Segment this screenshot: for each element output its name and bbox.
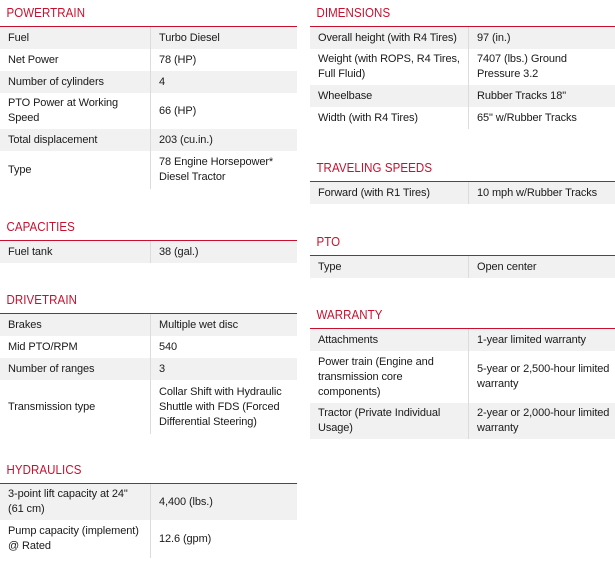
spec-label: Width (with R4 Tires)	[310, 107, 469, 129]
spec-label: Total displacement	[0, 129, 151, 151]
table-row	[0, 336, 297, 358]
spec-value: Multiple wet disc	[151, 314, 298, 336]
spec-value: 4	[151, 71, 298, 93]
spec-value: Turbo Diesel	[151, 27, 298, 49]
table-row	[310, 85, 615, 107]
spec-label: PTO Power at Working Speed	[0, 93, 151, 129]
traveling-speeds-title: TRAVELING SPEEDS	[316, 161, 433, 175]
spec-label: Pump capacity (implement) @ Rated	[0, 520, 151, 558]
spec-value: 10 mph w/Rubber Tracks	[469, 182, 615, 204]
spec-value: 3	[151, 358, 298, 380]
spec-value: 97 (in.)	[469, 27, 615, 49]
spec-value: 38 (gal.)	[151, 241, 298, 263]
powertrain-section	[0, 6, 297, 189]
table-row	[0, 151, 297, 189]
dimensions-title: DIMENSIONS	[316, 6, 391, 20]
spec-value: 5-year or 2,500-hour limited warranty	[477, 363, 610, 390]
powertrain-table	[0, 27, 297, 189]
spec-label: Net Power	[0, 49, 151, 71]
spec-label: Transmission type	[0, 380, 151, 434]
spec-label: Tractor (Private Individual Usage)	[310, 403, 469, 439]
spec-label: Number of ranges	[0, 358, 151, 380]
table-row	[0, 49, 297, 71]
traveling-speeds-section	[310, 161, 615, 204]
table-row	[310, 403, 615, 439]
pto-section	[310, 235, 615, 278]
table-row	[310, 351, 615, 403]
spec-value: 540	[159, 340, 178, 353]
spec-value: Open center	[469, 256, 615, 278]
table-row	[0, 241, 297, 263]
powertrain-title: POWERTRAIN	[6, 6, 86, 20]
dimensions-section	[310, 6, 615, 129]
hydraulics-section	[0, 463, 297, 558]
spec-value: 2-year or 2,000-hour limited warranty	[469, 403, 615, 439]
spec-value: 7407 (lbs.) Ground Pressure 3.2	[477, 53, 567, 80]
drivetrain-title: DRIVETRAIN	[6, 293, 78, 307]
table-row	[0, 314, 297, 336]
spec-label: Type	[310, 256, 469, 278]
spec-value: Collar Shift with Hydraulic Shuttle with FDS (Forced Differential Steering)	[159, 385, 282, 428]
spec-value: 66 (HP)	[159, 104, 197, 117]
spec-label: Brakes	[0, 314, 151, 336]
spec-value: Rubber Tracks 18"	[469, 85, 615, 107]
spec-value: 4,400 (lbs.)	[151, 484, 298, 520]
traveling-speeds-table	[310, 182, 615, 204]
spec-label: Attachments	[310, 329, 469, 351]
table-row	[0, 484, 297, 520]
table-row	[310, 107, 615, 129]
table-row	[310, 256, 615, 278]
table-row	[0, 129, 297, 151]
table-row	[0, 380, 297, 434]
table-row	[0, 93, 297, 129]
hydraulics-table	[0, 484, 297, 558]
spec-label: Type	[0, 151, 151, 189]
spec-label: Fuel	[0, 27, 151, 49]
spec-value: 78 (HP)	[159, 53, 197, 66]
warranty-title: WARRANTY	[316, 308, 383, 322]
capacities-title: CAPACITIES	[6, 220, 75, 234]
drivetrain-table	[0, 314, 297, 434]
table-row	[0, 358, 297, 380]
spec-label: Wheelbase	[310, 85, 469, 107]
spec-label: 3-point lift capacity at 24" (61 cm)	[0, 484, 151, 520]
spec-value: 203 (cu.in.)	[151, 129, 298, 151]
hydraulics-title: HYDRAULICS	[6, 463, 82, 477]
table-row	[310, 27, 615, 49]
spec-value: 1-year limited warranty	[469, 329, 615, 351]
spec-value: 12.6 (gpm)	[159, 532, 212, 545]
spec-label: Forward (with R1 Tires)	[310, 182, 469, 204]
table-row	[0, 27, 297, 49]
capacities-table	[0, 241, 297, 263]
table-row	[310, 182, 615, 204]
spec-value: 65" w/Rubber Tracks	[477, 111, 577, 124]
pto-table	[310, 256, 615, 278]
spec-label: Overall height (with R4 Tires)	[310, 27, 469, 49]
capacities-section	[0, 220, 297, 263]
pto-title: PTO	[316, 235, 341, 249]
spec-label: Mid PTO/RPM	[0, 336, 151, 358]
spec-label: Fuel tank	[0, 241, 151, 263]
warranty-section	[310, 308, 615, 439]
warranty-table	[310, 329, 615, 439]
table-row	[310, 329, 615, 351]
spec-label: Weight (with ROPS, R4 Tires, Full Fluid)	[310, 49, 469, 85]
table-row	[310, 49, 615, 85]
spec-label: Power train (Engine and transmission core components)	[310, 351, 469, 403]
spec-value: 78 Engine Horsepower* Diesel Tractor	[159, 156, 274, 183]
table-row	[0, 520, 297, 558]
dimensions-table	[310, 27, 615, 129]
spec-label: Number of cylinders	[0, 71, 151, 93]
table-row	[0, 71, 297, 93]
drivetrain-section	[0, 293, 297, 434]
